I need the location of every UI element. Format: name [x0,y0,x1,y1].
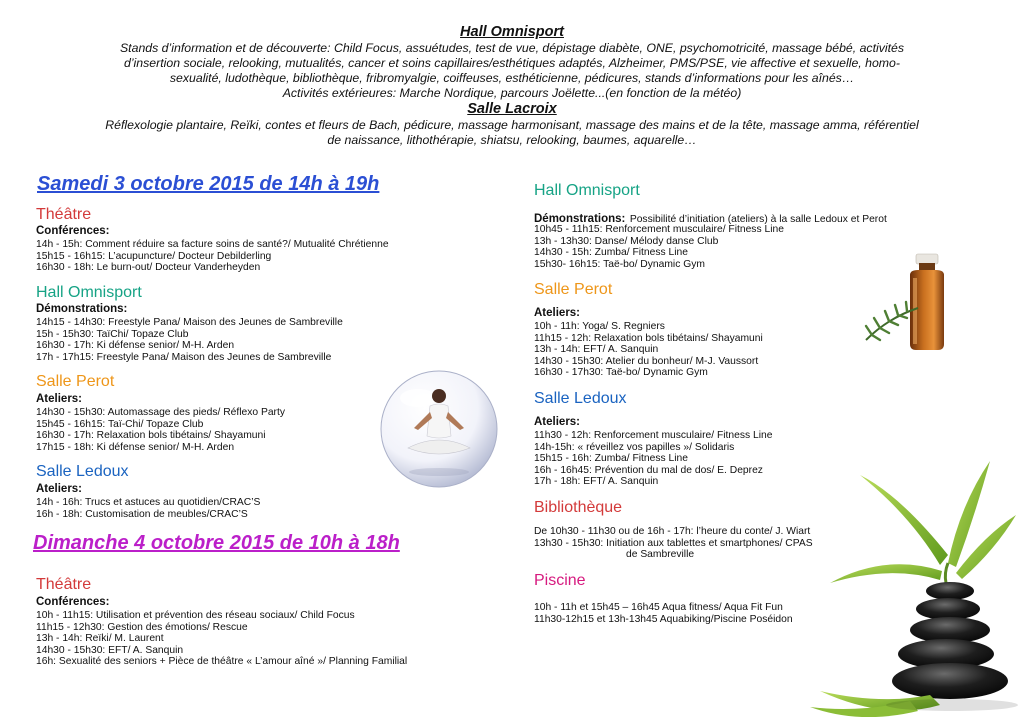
list-item: 14h - 15h: Comment réduire sa facture soins de santé?/ Mutualité Chrétienne [36,239,389,250]
hall-omnisport-heading: Hall Omnisport [460,24,564,40]
sat-theatre-list [36,239,389,274]
hall-stands-line: sexualité, ludothèque, bibliothèque, fribromyalgie, coiffeuses, esthéticienne, pédicures, stands d’informations pour les aînés… [169,71,855,85]
list-item: 11h15 - 12h30: Gestion des émotions/ Rescue [36,621,248,633]
list-item: 17h - 17h15: Freestyle Pana/ Maison des Jeunes de Sambreville [36,351,332,363]
sun-hall-title: Hall Omnisport [534,182,640,199]
sun-bibliotheque-title: Bibliothèque [534,499,623,516]
list-item: de Sambreville [626,549,695,561]
header-block [20,24,1004,148]
list-item: 16h30 - 17h30: Taë-bo/ Dynamic Gym [534,367,708,379]
list-item: 13h - 14h: EFT/ A. Sanquin [534,344,659,356]
list-item: 13h30 - 15h30: Initiation aux tablettes et smartphones/ CPAS [534,537,813,549]
sat-ledoux-list [36,497,260,520]
lacroix-line: Réflexologie plantaire, Reïki, contes et fleurs de Bach, pédicure, massage harmonisant, massage des mains et de la tête, massage amma, référentiel [105,118,919,132]
sat-hall-list [36,317,343,363]
list-item: 11h30-12h15 et 13h-13h45 Aquabiking/Piscine Poséidon [534,613,793,625]
zen-stones-image [790,455,1020,717]
list-item: 10h45 - 11h15: Renforcement musculaire/ Fitness Line [534,224,784,235]
list-item: 14h30 - 15h30: Atelier du bonheur/ M-J. Vaussort [534,355,759,367]
sun-bibliotheque-list [534,526,813,561]
sun-ledoux-label: Ateliers: [534,416,581,428]
meditation-bubble-image [378,368,500,490]
sat-ledoux-label: Ateliers: [36,483,83,495]
lacroix-line: de naissance, lithothérapie, shiatsu, relooking, baumes, aquarelle… [327,133,697,147]
list-item: 10h - 11h et 15h45 – 16h45 Aqua fitness/ Aqua Fit Fun [534,602,783,613]
sun-piscine-title: Piscine [534,572,586,589]
list-item: 15h15 - 16h: Zumba/ Fitness Line [534,453,688,465]
list-item: 13h - 13h30: Danse/ Mélody danse Club [534,235,719,247]
sat-ledoux-title: Salle Ledoux [36,463,129,480]
sat-hall-title: Hall Omnisport [36,284,142,301]
list-item: 13h - 14h: Reïki/ M. Laurent [36,633,164,645]
list-item: 15h15 - 16h15: L’acupuncture/ Docteur Debilderling [36,250,272,262]
list-item: 14h30 - 15h30: EFT/ A. Sanquin [36,644,184,656]
essential-oil-bottle-image [858,248,962,354]
salle-lacroix-heading: Salle Lacroix [467,101,557,117]
list-item: 10h - 11h: Yoga/ S. Regniers [534,321,665,332]
list-item: 11h30 - 12h: Renforcement musculaire/ Fitness Line [534,430,773,441]
sat-perot-list [36,407,285,453]
list-item: De 10h30 - 11h30 ou de 16h - 17h: l’heure du conte/ J. Wiart [534,526,811,537]
sun-theatre-title: Théâtre [36,576,92,593]
sun-hall-label: Démonstrations: [534,213,626,225]
sun-ledoux-list [534,430,772,488]
list-item: 15h30- 16h15: Taë-bo/ Dynamic Gym [534,258,705,270]
list-item: 15h - 15h30: TaïChi/ Topaze Club [36,328,189,340]
sat-theatre-title: Théâtre [36,206,92,223]
list-item: 14h30 - 15h30: Automassage des pieds/ Réflexo Party [36,407,286,418]
hall-stands-line: Stands d’information et de découverte: Child Focus, assuétudes, test de vue, dépistage diabète, ONE, psychomotricité, massage bébé, activités [119,41,905,55]
sun-perot-list [534,321,763,379]
sat-perot-title: Salle Perot [36,373,115,390]
list-item: 16h - 16h45: Prévention du mal de dos/ E. Deprez [534,464,763,476]
sun-hall-note: Possibilité d’initiation (ateliers) à la salle Ledoux et Perot [629,214,887,225]
list-item: 10h - 11h15: Utilisation et prévention des réseau sociaux/ Child Focus [36,610,355,621]
sat-perot-label: Ateliers: [36,393,83,405]
list-item: 14h-15h: « réveillez vos papilles »/ Solidaris [534,441,735,453]
list-item: 15h45 - 16h15: Taï-Chi/ Topaze Club [36,418,204,430]
sunday-title: Dimanche 4 octobre 2015 de 10h à 18h [33,532,400,554]
list-item: 16h30 - 17h: Relaxation bols tibétains/ Shayamuni [36,430,266,442]
sun-hall-list [534,224,784,270]
sun-ledoux-title: Salle Ledoux [534,390,627,407]
hall-activities-line: Activités extérieures: Marche Nordique, parcours Joëlette...(en fonction de la météo) [282,86,742,100]
list-item: 16h - 18h: Customisation de meubles/CRAC’S [36,508,248,520]
list-item: 16h30 - 17h: Ki défense senior/ M-H. Arden [36,340,235,352]
hall-stands-line: d’insertion sociale, relooking, mutualités, cancer et soins capillaires/esthétiques adaptés, Alzheimer, PMS/PSE, vie affective et sexuelle, homo- [123,56,900,70]
sun-perot-label: Ateliers: [534,307,581,319]
saturday-title: Samedi 3 octobre 2015 de 14h à 19h [37,173,380,195]
sun-theatre-label: Conférences: [36,596,110,608]
list-item: 17h15 - 18h: Ki défense senior/ M-H. Arden [36,441,235,453]
sat-hall-label: Démonstrations: [36,303,128,315]
list-item: 16h30 - 18h: Le burn-out/ Docteur Vanderheyden [36,262,261,274]
sun-theatre-list [36,610,407,668]
sun-perot-title: Salle Perot [534,281,613,298]
list-item: 16h: Sexualité des seniors + Pièce de théâtre « L’amour aîné »/ Planning Familial [36,656,408,668]
list-item: 14h30 - 15h: Zumba/ Fitness Line [534,247,688,259]
sun-piscine-list [534,602,793,625]
list-item: 14h - 16h: Trucs et astuces au quotidien/CRAC’S [36,497,261,508]
list-item: 14h15 - 14h30: Freestyle Pana/ Maison des Jeunes de Sambreville [36,317,343,328]
list-item: 11h15 - 12h: Relaxation bols tibétains/ Shayamuni [534,332,763,344]
sat-theatre-label: Conférences: [36,225,110,237]
list-item: 17h - 18h: EFT/ A. Sanquin [534,476,659,488]
